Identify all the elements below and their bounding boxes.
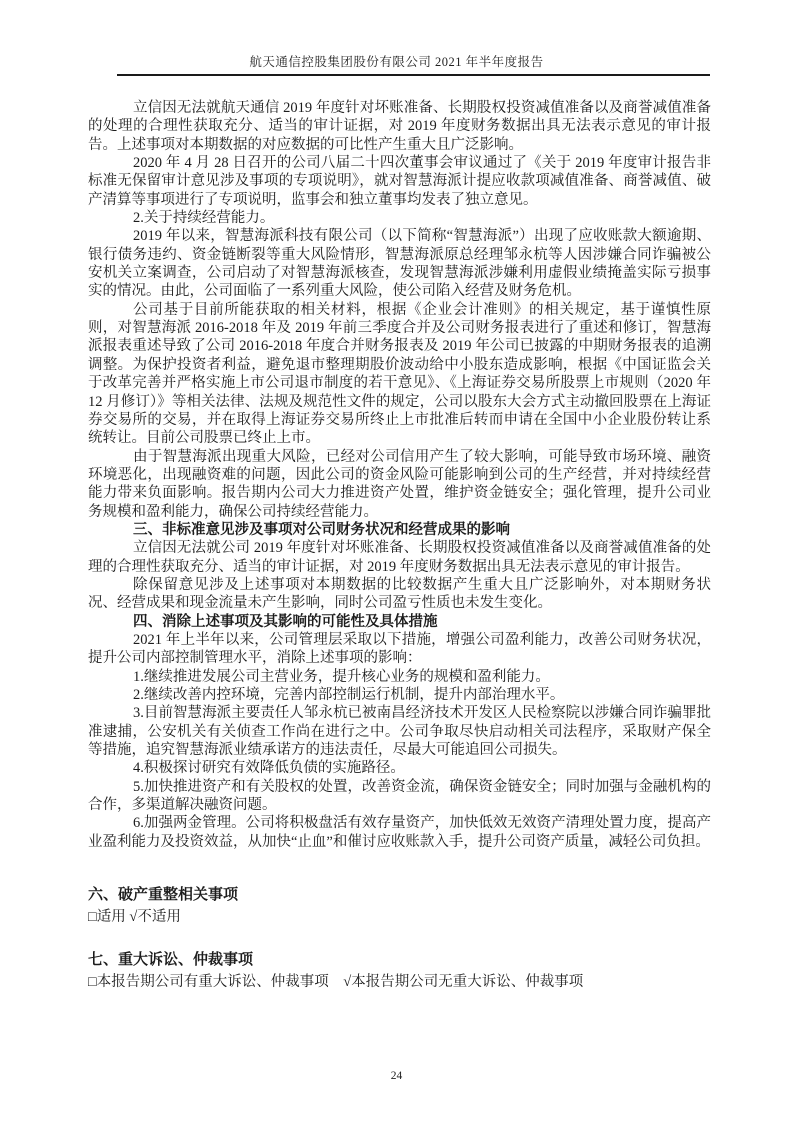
paragraph: 2021 年上半年以来，公司管理层采取以下措施，增强公司盈利能力，改善公司财务状况，提升公司内部控制管理水平，消除上述事项的影响：: [88, 631, 711, 667]
section-title: 七、重大诉讼、仲裁事项: [88, 952, 254, 968]
page-number: 24: [390, 1070, 403, 1082]
document-section: [88, 884, 711, 929]
report-header-title: 航天通信控股集团股份有限公司 2021 年半年度报告: [249, 55, 544, 69]
paragraph: 5.加快推进资产和有关股权的处置，改善资金流，确保资金链安全；同时加强与金融机构的合作，多渠道解决融资问题。: [88, 778, 711, 814]
paragraph: 除保留意见涉及上述事项对本期数据的比较数据产生重大且广泛影响外，对本期财务状况、经营成果和现金流量未产生影响，同时公司盈亏性质也未发生变化。: [88, 576, 711, 612]
paragraph: 4.积极探讨研究有效降低负债的实施路径。: [133, 760, 405, 777]
section-heading: 三、非标准意见涉及事项对公司财务状况和经营成果的影响: [133, 521, 510, 538]
paragraph: 3.目前智慧海派主要责任人邹永杭已被南昌经济技术开发区人民检察院以涉嫌合同诈骗罪批准逮捕，公安机关有关侦查工作尚在进行之中。公司争取尽快启动相关司法程序，采取财产保全等措施，追究智慧海派业绩承诺方的违法责任，尽最大可能追回公司损失。: [88, 705, 711, 759]
paragraph: 6.加强两金管理。公司将积极盘活有效存量资产，加快低效无效资产清理处置力度，提高产业盈利能力及投资效益，从加快“止血”和催讨应收账款入手，提升公司资产质量，减轻公司负担。: [88, 815, 711, 850]
paragraph: 立信因无法就航天通信 2019 年度针对坏账准备、长期股权投资减值准备以及商誉减值准备的处理的合理性获取充分、适当的审计证据，对 2019 年度财务数据出具无法表示意见的审计报告。上述事项对本期数据的对应数据的可比性产生重大且广泛影响。: [88, 100, 711, 153]
paragraph: 2.关于持续经营能力。: [133, 210, 275, 227]
paragraph: 2.继续改善内控环境，完善内部控制运行机制，提升内部治理水平。: [133, 687, 565, 703]
paragraph: 由于智慧海派出现重大风险，已经对公司信用产生了较大影响，可能导致市场环境、融资环境恶化，出现融资难的问题，因此公司的资金风险可能影响到公司的生产经营，并对持续经营能力带来负面影响。报告期内公司大力推进资产处置，维护资金链安全；强化管理，提升公司业务规模和盈利能力，确保公司持续经营能力。: [88, 448, 711, 520]
applicability-line: □适用 √不适用: [88, 909, 181, 925]
bottom-sections: [88, 884, 711, 994]
paragraph: 立信因无法就公司 2019 年度针对坏账准备、长期股权投资减值准备以及商誉减值准备的处理的合理性获取充分、适当的审计证据，对 2019 年度财务数据出具无法表示意见的审计报告。: [88, 540, 711, 575]
applicability-line: □本报告期公司有重大诉讼、仲裁事项 √本报告期公司无重大诉讼、仲裁事项: [88, 974, 584, 990]
paragraph: 2019 年以来，智慧海派科技有限公司（以下简称“智慧海派”）出现了应收账款大额逾期、银行债务违约、资金链断裂等重大风险情形，智慧海派原总经理邹永杭等人因涉嫌合同诈骗被公安机关立案调查，公司启动了对智慧海派核查，发现智慧海派涉嫌利用虚假业绩掩盖实际亏损事实的情况。由此，公司面临了一系列重大风险，使公司陷入经营及财务危机。: [88, 228, 711, 300]
section-title: 六、破产重整相关事项: [88, 887, 239, 903]
header-rule: [117, 74, 710, 76]
paragraph: 2020 年 4 月 28 日召开的公司八届二十四次董事会审议通过了《关于 2019 年度审计报告非标准无保留审计意见涉及事项的专项说明》，就对智慧海派计提应收款项减值准备、商誉减值、破产清算等事项进行了专项说明，监事会和独立董事均发表了独立意见。: [88, 155, 711, 208]
paragraph: 1.继续推进发展公司主营业务，提升核心业务的规模和盈利能力。: [133, 668, 550, 685]
paragraph: 公司基于目前所能获取的相关材料，根据《企业会计准则》的相关规定，基于谨慎性原则，对智慧海派 2016-2018 年及 2019 年前三季度合并及公司财务报表进行了重述和修订，智慧海派报表重述导致了公司 2016-2018 年度合并财务报表及 2019 年公司已披露的中期财务报表的追溯调整。为保护投资者利益，避免退市整理期股价波动给中小股东造成影响，根据《中国证监会关于改革完善并严格实施上市公司退市制度的若干意见》、《上海证券交易所股票上市规则（2020 年 12 月修订）》等相关法律、法规及规范性文件的规定，公司以股东大会方式主动撤回股票在上海证券交易所的交易，并在取得上海证券交易所终止上市批准后转而申请在全国中小企业股份转让系统转让。目前公司股票已终止上市。: [88, 301, 711, 447]
document-body: [88, 99, 711, 851]
document-section: [88, 949, 711, 994]
section-heading: 四、消除上述事项及其影响的可能性及具体措施: [133, 613, 438, 630]
